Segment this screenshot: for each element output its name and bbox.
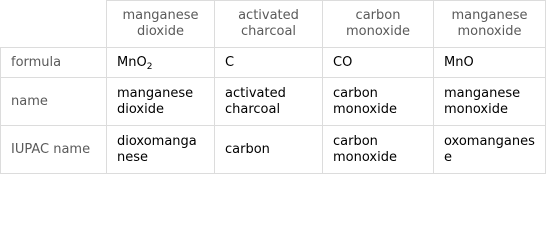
column-header-activated-charcoal: activated charcoal [215,1,323,48]
iupac-cell-activated-charcoal: carbon [215,126,323,174]
name-cell-carbon-monoxide: carbon monoxide [323,78,434,126]
formula-cell-carbon-monoxide [323,48,434,78]
corner-cell [1,1,107,48]
table-row-iupac-name [1,126,546,174]
column-header-manganese-monoxide: manganese monoxide [434,1,546,48]
row-label-name: name [1,78,107,126]
formula-main: MnO [117,54,147,70]
column-header-manganese-dioxide: manganese dioxide [107,1,215,48]
formula-cell-manganese-dioxide [107,48,215,78]
formula-main: MnO [444,54,474,70]
iupac-cell-manganese-monoxide: oxomanganese [434,126,546,174]
row-label-formula: formula [1,48,107,78]
formula-subscript: 2 [146,61,153,72]
name-cell-manganese-dioxide: manganese dioxide [107,78,215,126]
name-cell-activated-charcoal: activated charcoal [215,78,323,126]
row-label-iupac-name: IUPAC name [1,126,107,174]
formula-main: C [225,54,235,70]
column-header-carbon-monoxide: carbon monoxide [323,1,434,48]
formula-cell-activated-charcoal [215,48,323,78]
iupac-cell-manganese-dioxide: dioxomanganese [107,126,215,174]
table-row-name [1,78,546,126]
header-row [1,1,546,48]
table-row-formula [1,48,546,78]
formula-cell-manganese-monoxide [434,48,546,78]
iupac-cell-carbon-monoxide: carbon monoxide [323,126,434,174]
formula-main: CO [333,54,353,70]
name-cell-manganese-monoxide: manganese monoxide [434,78,546,126]
